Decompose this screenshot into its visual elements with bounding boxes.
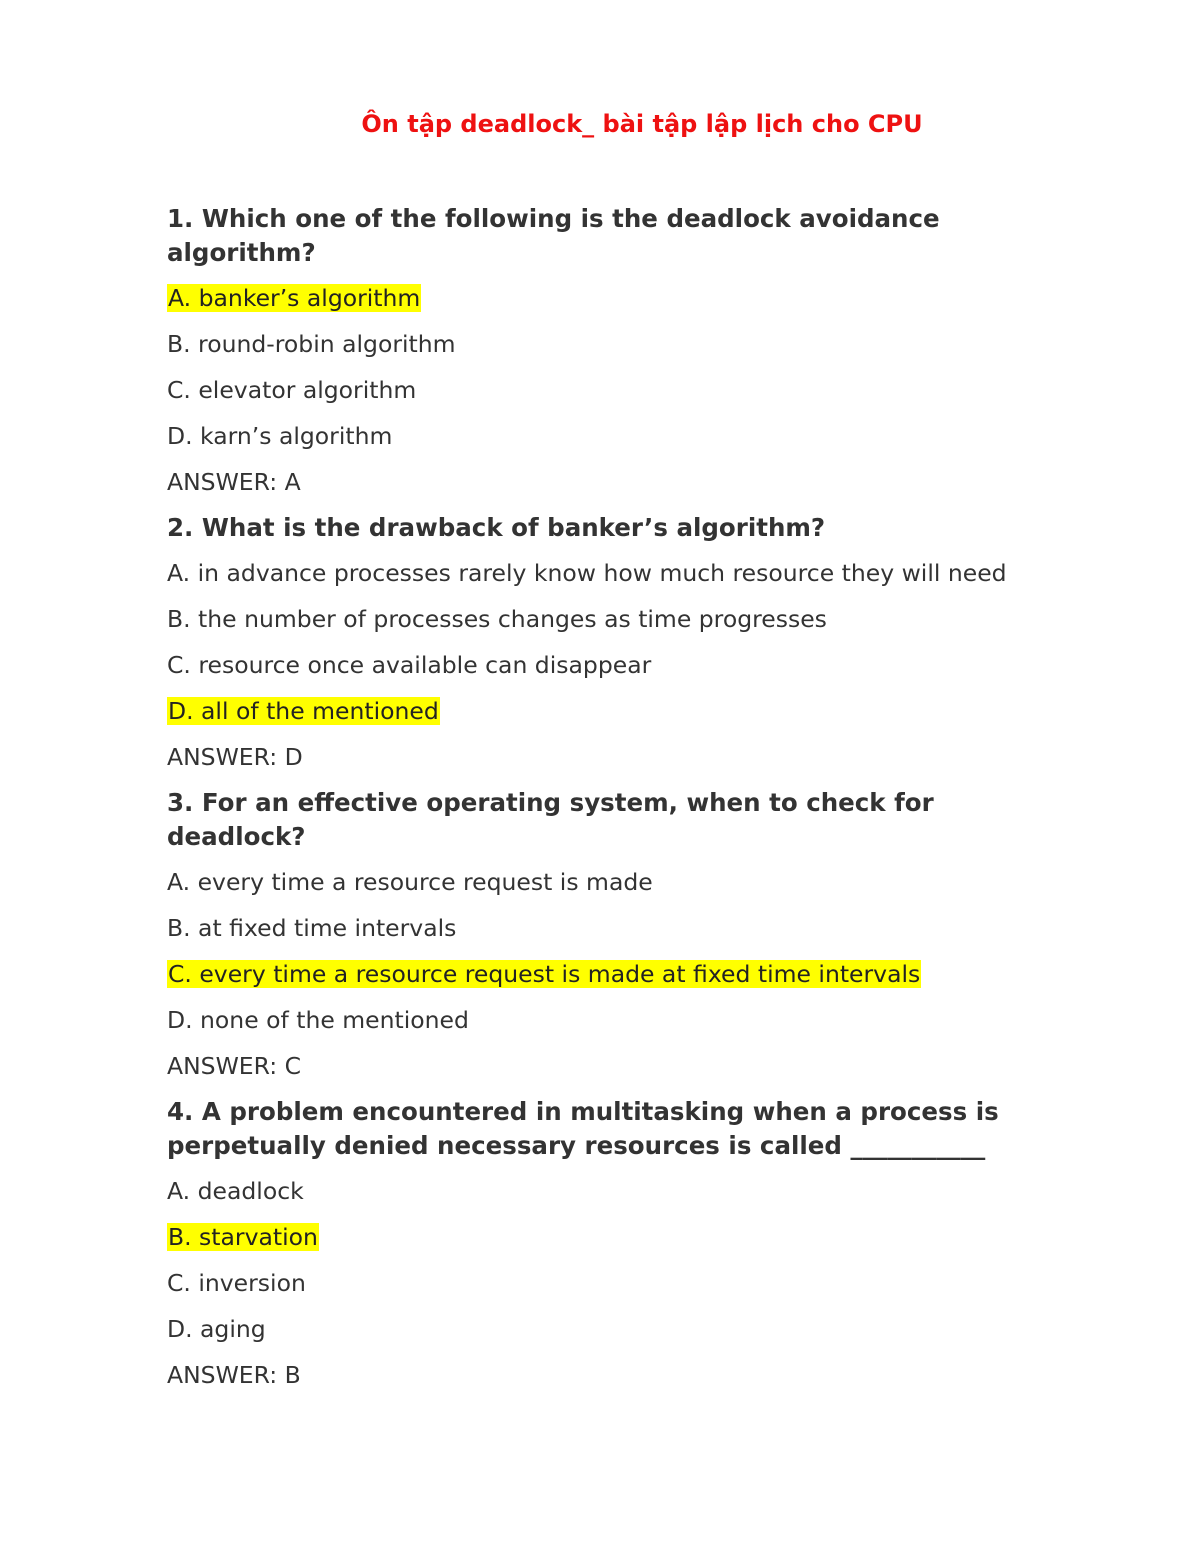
option-text: A. deadlock bbox=[167, 1177, 304, 1205]
answer-option bbox=[167, 603, 1167, 636]
option-text: C. resource once available can disappear bbox=[167, 651, 652, 679]
answer-option bbox=[167, 1267, 1167, 1300]
question-text: 4. A problem encountered in multitasking when a process is perpetually denied necessary resources is called ___________ bbox=[167, 1097, 999, 1160]
option-text: D. aging bbox=[167, 1315, 266, 1343]
option-text: B. at fixed time intervals bbox=[167, 914, 457, 942]
option-text: D. all of the mentioned bbox=[168, 697, 439, 725]
answer-option bbox=[167, 1004, 1167, 1037]
answer-option bbox=[167, 1175, 1167, 1208]
option-text: B. starvation bbox=[168, 1223, 318, 1251]
answer-option bbox=[167, 374, 1167, 407]
question-block bbox=[167, 786, 1167, 1083]
answer-option bbox=[167, 1313, 1167, 1346]
question-text: 1. Which one of the following is the deadlock avoidance algorithm? bbox=[167, 204, 940, 267]
question-block bbox=[167, 202, 1167, 499]
option-text: D. karn’s algorithm bbox=[167, 422, 393, 450]
option-text: C. elevator algorithm bbox=[167, 376, 417, 404]
question-text: 2. What is the drawback of banker’s algorithm? bbox=[167, 513, 826, 542]
question-block bbox=[167, 511, 1167, 774]
answer-option bbox=[167, 1221, 1167, 1254]
answer-option bbox=[167, 649, 1167, 682]
option-text: C. inversion bbox=[167, 1269, 306, 1297]
question-list bbox=[167, 202, 1167, 1404]
answer-key: ANSWER: C bbox=[167, 1052, 302, 1080]
answer-option bbox=[167, 557, 1167, 590]
option-text: B. the number of processes changes as time progresses bbox=[167, 605, 827, 633]
answer-option bbox=[167, 282, 1167, 315]
option-text: C. every time a resource request is made at fixed time intervals bbox=[168, 960, 921, 988]
answer-option bbox=[167, 958, 1167, 991]
question-block bbox=[167, 1095, 1167, 1392]
option-text: A. in advance processes rarely know how much resource they will need bbox=[167, 559, 1007, 587]
question-text: 3. For an effective operating system, when to check for deadlock? bbox=[167, 788, 934, 851]
option-text: D. none of the mentioned bbox=[167, 1006, 469, 1034]
answer-option bbox=[167, 912, 1167, 945]
answer-key: ANSWER: A bbox=[167, 468, 301, 496]
option-text: A. banker’s algorithm bbox=[168, 284, 421, 312]
answer-option bbox=[167, 695, 1167, 728]
answer-option bbox=[167, 420, 1167, 453]
answer-key: ANSWER: D bbox=[167, 743, 303, 771]
answer-option bbox=[167, 866, 1167, 899]
option-text: B. round-robin algorithm bbox=[167, 330, 456, 358]
option-text: A. every time a resource request is made bbox=[167, 868, 653, 896]
document-title: Ôn tập deadlock_ bài tập lập lịch cho CPU bbox=[361, 110, 923, 138]
answer-key: ANSWER: B bbox=[167, 1361, 301, 1389]
answer-option bbox=[167, 328, 1167, 361]
